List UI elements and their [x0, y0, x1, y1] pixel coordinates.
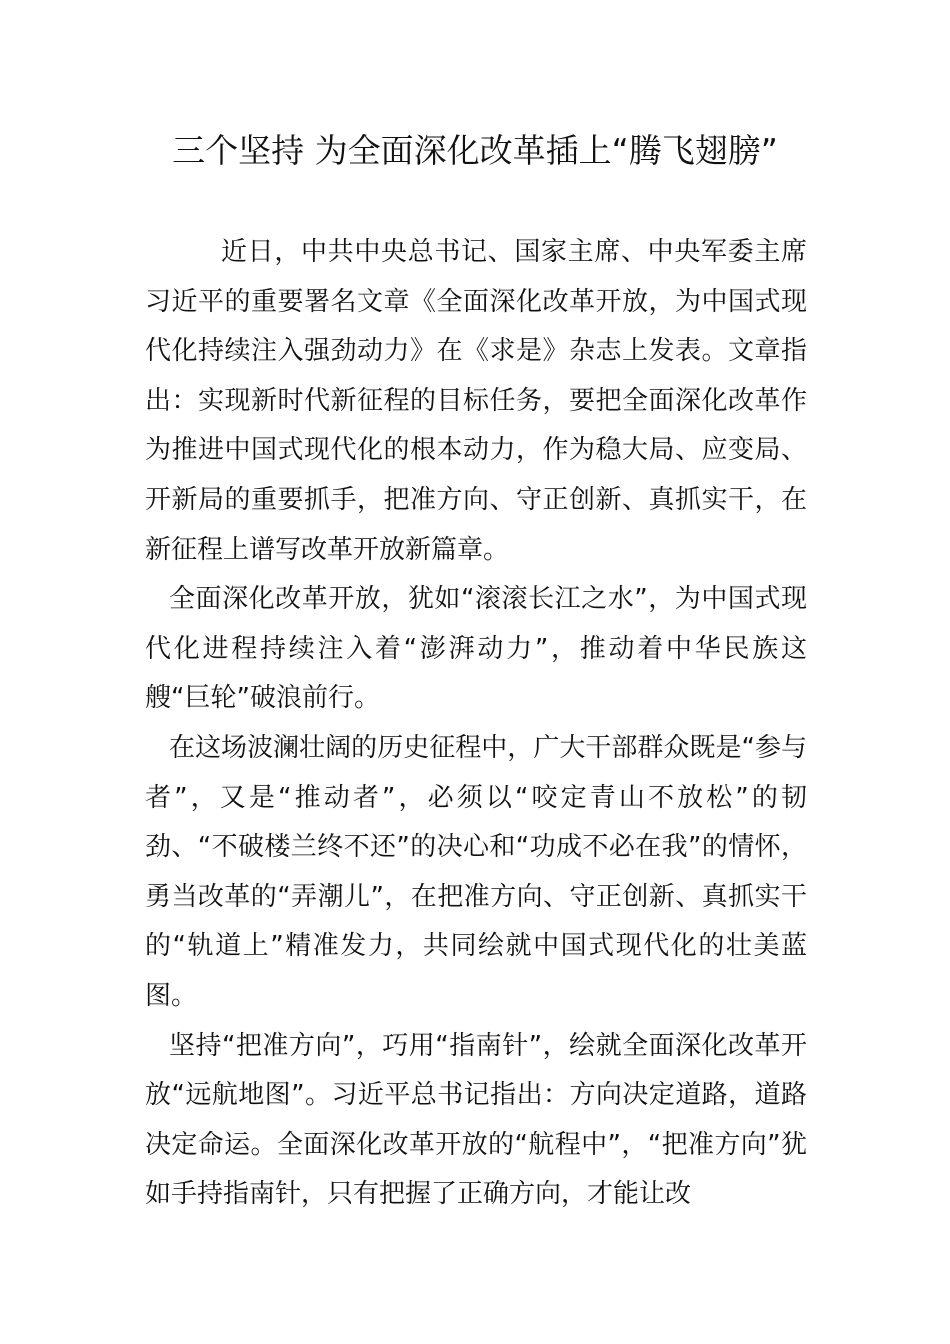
document-body [145, 228, 807, 1220]
paragraph-direction: 坚持“把准方向”，巧用“指南针”，绘就全面深化改革开放“远航地图”。习近平总书记指出：方向决定道路，道路决定命运。全面深化改革开放的“航程中”，“把准方向”犹如手持指南针，只有把握了正确方向，才能让改 [145, 1030, 807, 1210]
document-title: 三个坚持 为全面深化改革插上“腾飞翅膀” [172, 131, 778, 170]
paragraph-participants: 在这场波澜壮阔的历史征程中，广大干部群众既是“参与者”，又是“推动者”，必须以“咬定青山不放松”的韧劲、“不破楼兰终不还”的决心和“功成不必在我”的情怀，勇当改革的“弄潮儿”，在把准方向、守正创新、真抓实干的“轨道上”精准发力，共同绘就中国式现代化的壮美蓝图。 [145, 732, 807, 1011]
paragraph-intro: 近日，中共中央总书记、国家主席、中央军委主席习近平的重要署名文章《全面深化改革开放，为中国式现代化持续注入强劲动力》在《求是》杂志上发表。文章指出：实现新时代新征程的目标任务，要把全面深化改革作为推进中国式现代化的根本动力，作为稳大局、应变局、开新局的重要抓手，把准方向、守正创新、真抓实干，在新征程上谱写改革开放新篇章。 [145, 237, 807, 565]
paragraph-reform-momentum: 全面深化改革开放，犹如“滚滚长江之水”，为中国式现代化进程持续注入着“澎湃动力”，推动着中华民族这艘“巨轮”破浪前行。 [145, 584, 807, 714]
